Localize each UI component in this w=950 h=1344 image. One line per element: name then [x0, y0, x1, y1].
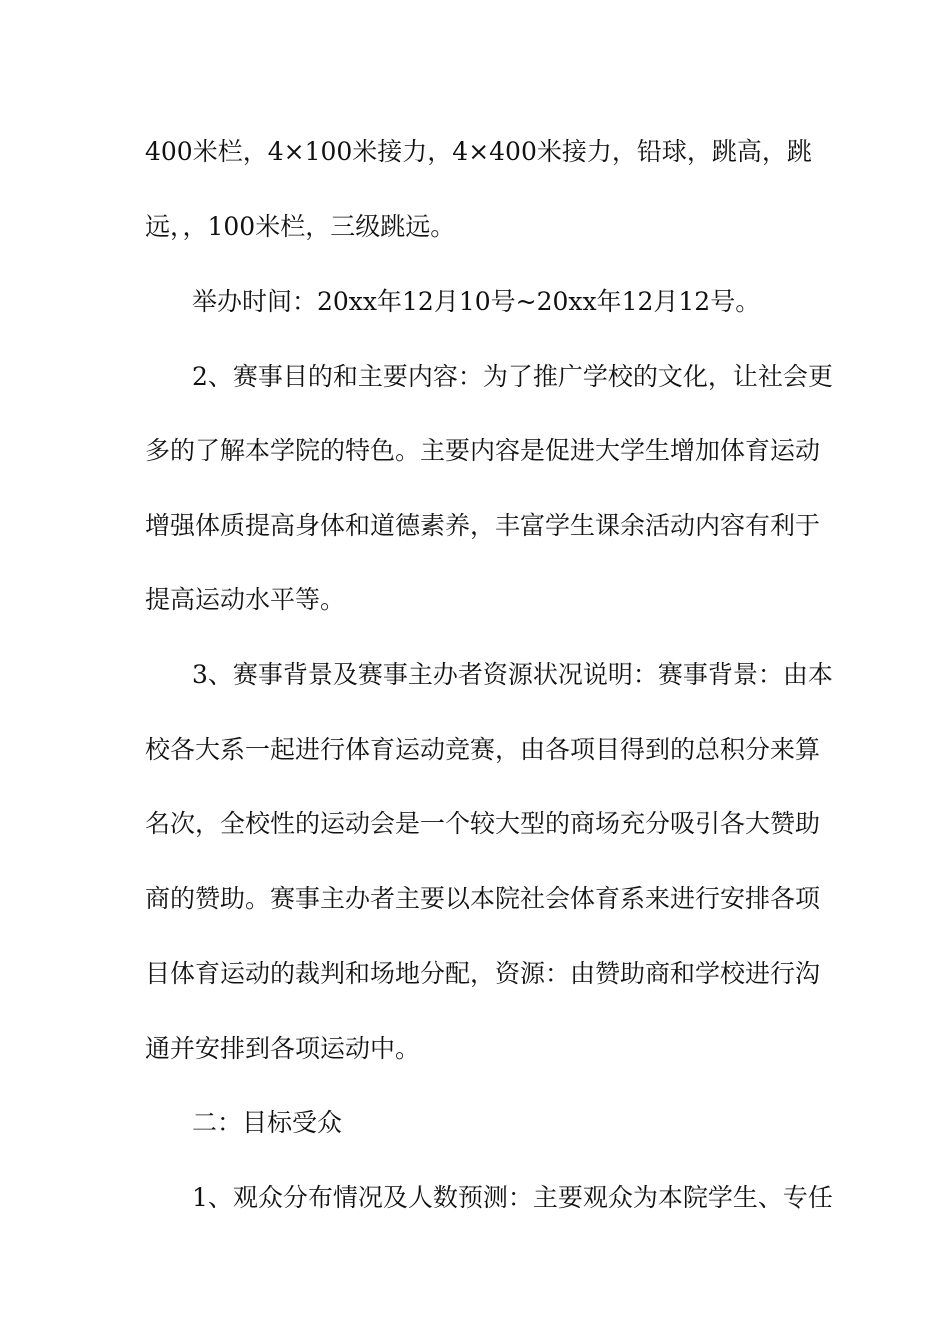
text-line: 远，，100米栏，三级跳远。	[145, 212, 456, 241]
text-line: 通并安排到各项运动中。	[145, 1034, 421, 1063]
text-line: 2、赛事目的和主要内容：为了推广学校的文化，让社会更	[192, 362, 833, 391]
text-line: 提高运动水平等。	[145, 585, 346, 614]
text-line: 400米栏，4×100米接力，4×400米接力，铅球，跳高，跳	[145, 137, 812, 166]
text-line: 目体育运动的裁判和场地分配，资源：由赞助商和学校进行沟	[145, 959, 821, 988]
text-line: 举办时间：20xx年12月10号~20xx年12月12号。	[192, 287, 761, 316]
text-line: 名次，全校性的运动会是一个较大型的商场充分吸引各大赞助	[145, 809, 821, 838]
text-line: 1、观众分布情况及人数预测：主要观众为本院学生、专任	[192, 1183, 833, 1212]
text-line: 多的了解本学院的特色。主要内容是促进大学生增加体育运动	[145, 436, 821, 465]
text-line: 增强体质提高身体和道德素养，丰富学生课余活动内容有利于	[145, 511, 821, 540]
text-line: 校各大系一起进行体育运动竞赛，由各项目得到的总积分来算	[145, 735, 821, 764]
text-line: 3、赛事背景及赛事主办者资源状况说明：赛事背景：由本	[192, 660, 833, 689]
text-line: 商的赞助。赛事主办者主要以本院社会体育系来进行安排各项	[145, 884, 821, 913]
section-heading: 二：目标受众	[192, 1108, 343, 1137]
